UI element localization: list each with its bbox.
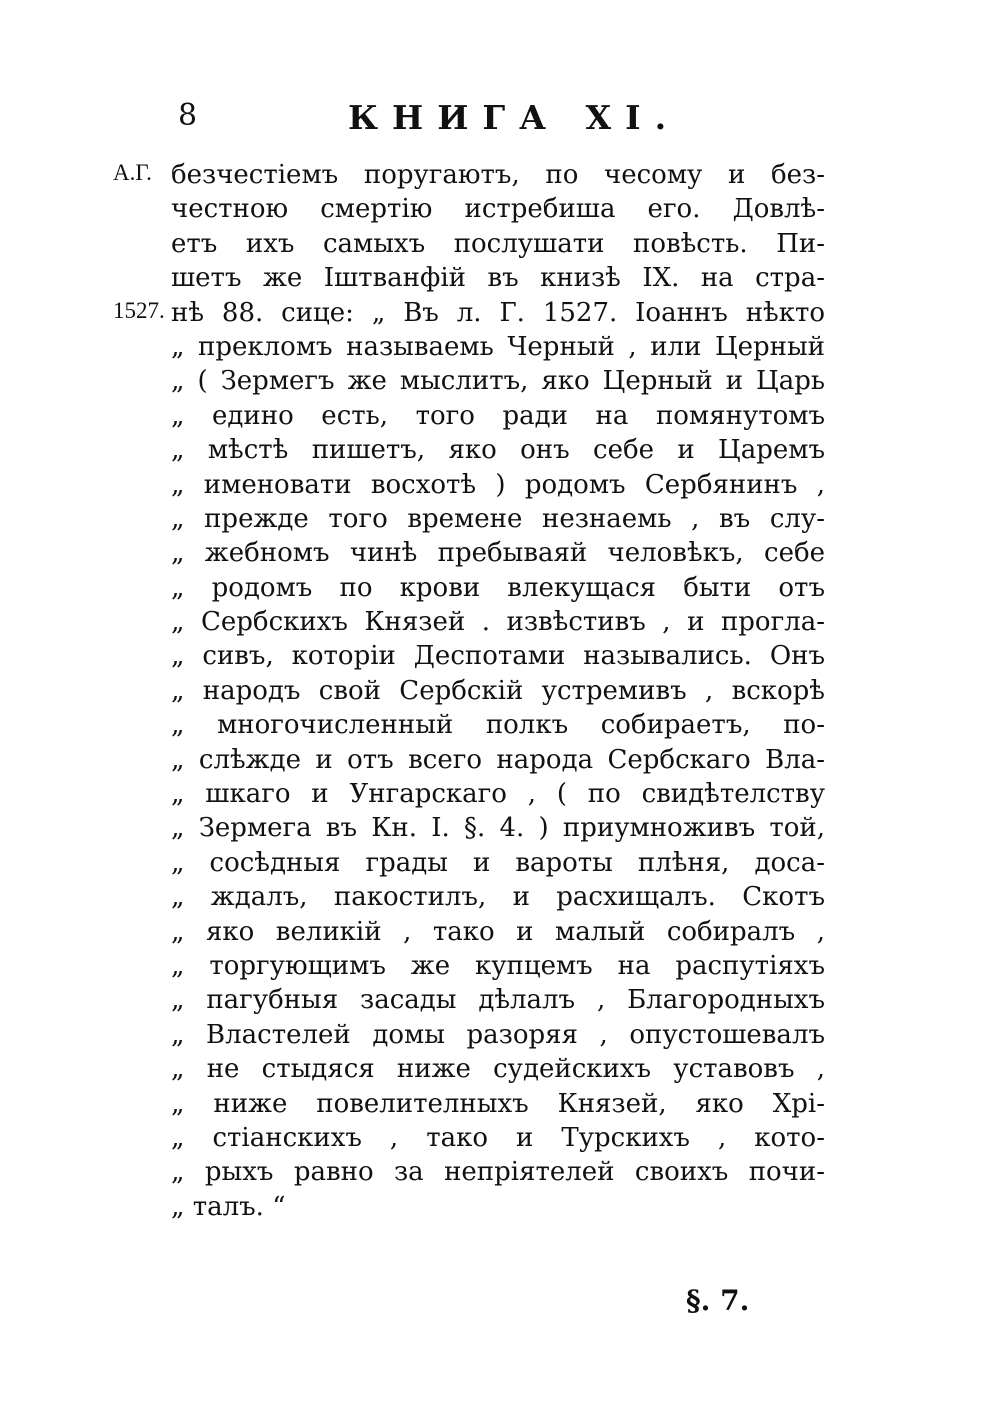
text-line: „ яко великій , тако и малый собиралъ , xyxy=(171,916,825,947)
text-line: „ ( Зермегъ же мыслитъ, яко Церный и Царь xyxy=(171,366,825,397)
text-line: шетъ же Іштванфій въ книзѣ IX. на стра- xyxy=(171,263,825,294)
text-line: „ прежде того времене незнаемь , въ слу- xyxy=(171,503,825,534)
text-line: „ стіанскихъ , тако и Турскихъ , кото- xyxy=(171,1122,825,1153)
text-line: „ слѣжде и отъ всего народа Сербскаго Вла- xyxy=(171,744,825,775)
page-number: 8 xyxy=(178,98,198,133)
text-line: „ Властелей домы разоряя , опустошевалъ xyxy=(171,1019,825,1050)
text-line: „ пагубныя засады дѣлалъ , Благородныхъ xyxy=(171,985,825,1016)
text-line: нѣ 88. сице: „ Въ л. Г. 1527. Іоаннъ нѣкто xyxy=(171,297,825,328)
text-line: „ сивъ, которіи Деспотами назывались. Онъ xyxy=(171,641,825,672)
text-line: „ рыхъ равно за непріятелей своихъ почи- xyxy=(171,1157,825,1188)
text-line: „ именовати восхотѣ ) родомъ Сербянинъ , xyxy=(171,469,825,500)
book-title: КНИГА XI. xyxy=(348,98,681,137)
text-line: „ многочисленный полкъ собираетъ, по- xyxy=(171,710,825,741)
margin-note-era: А.Г. xyxy=(113,160,152,185)
text-line: безчестіемъ поругаютъ, по чесому и без- xyxy=(171,160,825,190)
text-line: „ народъ свой Сербскій устремивъ , вскорѣ xyxy=(171,675,825,706)
text-line: „ торгующимъ же купцемъ на распутіяхъ xyxy=(171,950,825,981)
margin-note-year: 1527. xyxy=(113,298,165,323)
text-line: „ не стыдяся ниже судейскихъ уставовъ , xyxy=(171,1054,825,1085)
text-line: „ ниже повелителныхъ Князей, яко Хрі- xyxy=(171,1088,825,1119)
text-line: „ едино есть, того ради на помянутомъ xyxy=(171,400,825,431)
text-line: „ жебномъ чинѣ пребываяй человѣкъ, себе xyxy=(171,538,825,569)
page-header xyxy=(178,98,700,142)
text-line: „ прекломъ называемь Черный , или Церный xyxy=(171,331,825,362)
text-line: „ сосѣдныя грады и вароты плѣня, доса- xyxy=(171,847,825,878)
text-line: „ Сербскихъ Князей . извѣстивъ , и прогла- xyxy=(171,607,825,638)
text-line: „ родомъ по крови влекущася быти отъ xyxy=(171,572,825,603)
text-line: етъ ихъ самыхъ послушати повѣсть. Пи- xyxy=(171,228,825,259)
text-line: „ Зермега въ Кн. I. §. 4. ) приумноживъ той, xyxy=(171,813,825,844)
text-line: „ шкаго и Унгарскаго , ( по свидѣтелству xyxy=(171,779,825,810)
text-line: „ мѣстѣ пишетъ, яко онъ себе и Царемъ xyxy=(171,435,825,466)
text-line: „ ждалъ, пакостилъ, и расхищалъ. Скотъ xyxy=(171,882,825,913)
text-line: „ талъ. “ xyxy=(171,1191,286,1222)
section-mark: §. 7. xyxy=(686,1284,750,1317)
text-line: честною смертію истребиша его. Довлѣ- xyxy=(171,194,825,225)
body-text xyxy=(171,158,825,1224)
